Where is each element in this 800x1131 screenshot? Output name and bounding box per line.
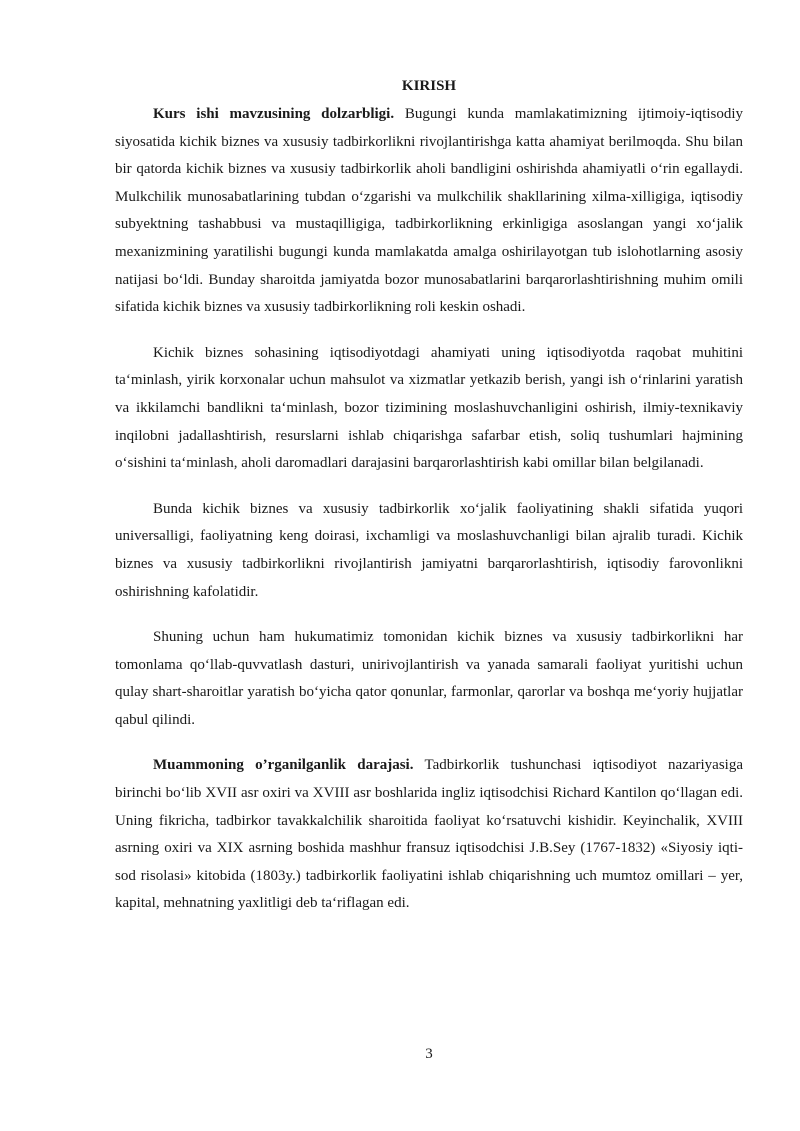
paragraph-text: Bunda kichik biznes va xususiy tadbirkorlik xo‘jalik faoliyatining shakli sifatida yuqori universalligi, faoliyatning keng doirasi, ixchamligi va moslashuvchanligi bilan ajralib turadi. Kichik biznes va xususiy tadbirkorlikni rivojlantirish jamiyatni barqarorlashtirish, iqtisodiy farovonlikni oshirishning kafolatidir. [115,500,743,600]
paragraph-lead: Kurs ishi mavzusining dolzarbligi. [153,106,395,122]
paragraph-text: Kichik biznes sohasining iqtisodiyotdagi ahamiyati uning iqtisodiyotda raqobat muhitini ta‘minlash, yirik korxonalar uchun mahsulot va xizmatlar yetkazib berish, yangi ish o‘rinlarini yaratish va ikkilamchi bandlikni ta‘minlash, bozor tizimining moslashuvchanligini oshirish, ilmiy-texnikaviy inqilobni jadallashtirish, resurslarni ishlab chiqarishga safarbar etish, soliq tushumlari hajmining o‘sishini ta‘minlash, aholi daromadlari darajasini barqarorlashtirish kabi omillar bilan belgilanadi. [115,344,743,472]
paragraph-text: Bugungi kunda mamlakatimizning ijtimoiy-iqtisodiy siyosatida kichik biznes va xususiy tadbirkorlikni rivojlantirishga katta ahamiyat berilmoqda. Shu bilan bir qatorda kichik biznes va xususiy tadbirkorlik aholi bandligini oshirishda ahamiyatli o‘rin egallaydi. Mulkchilik munosabatlarining tubdan o‘zgarishi va mulkchilik shakllarining xilma-xilligiga, iqtisodiy subyektning tashabbusi va mustaqilligiga, tadbirkorlikning erkinligiga asoslangan yangi xo‘jalik mexanizmining yaratilishi bugungi kunda mamlakatda amalga oshirilayotgan tub islohotlarning asosiy natijasi bo‘ldi. Bunday sharoitda jamiyatda bozor munosabatlarini barqarorlashtirishning muhim omili sifatida kichik biznes va xususiy tadbirkorlikning roli keskin oshadi. [115,106,743,316]
paragraph-research-level [115,752,743,918]
paragraph-relevance [115,101,743,322]
paragraph-text: Tadbirkorlik tushunchasi iqtisodiyot nazariyasiga birinchi bo‘lib XVII asr oxiri va XVIII asr boshlarida ingliz iqtisodchisi Richard Kantilon qo‘llagan edi. Uning fikricha, tadbirkor tavakkalchilik sharoitida faoliyat ko‘rsatuvchi kishidir. Keyinchalik, XVIII asrning oxiri va XIX asrning boshida mashhur fransuz iqtisodchisi J.B.Sey (1767-1832) «Siyosiy iqti-sod risolasi» kitobida (1803y.) tadbirkorlik faoliyatini ishlab chiqarishning uch mumtoz omillari – yer, kapital, mehnatning yaxlitligi deb ta‘riflagan edi. [115,757,743,912]
document-page [115,74,743,936]
paragraph-government-support [115,624,743,734]
paragraph-lead: Muammoning o’rganilganlik darajasi. [153,757,414,774]
paragraph-text: Shuning uchun ham hukumatimiz tomonidan kichik biznes va xususiy tadbirkorlikni har tomonlama qo‘llab-quvvatlash dasturi, unirivojlantirish va yanada samarali faoliyat yuritishi uchun qulay shart-sharoitlar yaratish bo‘yicha qator qonunlar, farmonlar, qarorlar va boshqa me‘yoriy hujjatlar qabul qilindi. [115,629,743,728]
paragraph-importance [115,340,743,478]
section-title: KIRISH [401,78,457,94]
page-number: 3 [425,1046,433,1062]
paragraph-universality [115,496,743,606]
